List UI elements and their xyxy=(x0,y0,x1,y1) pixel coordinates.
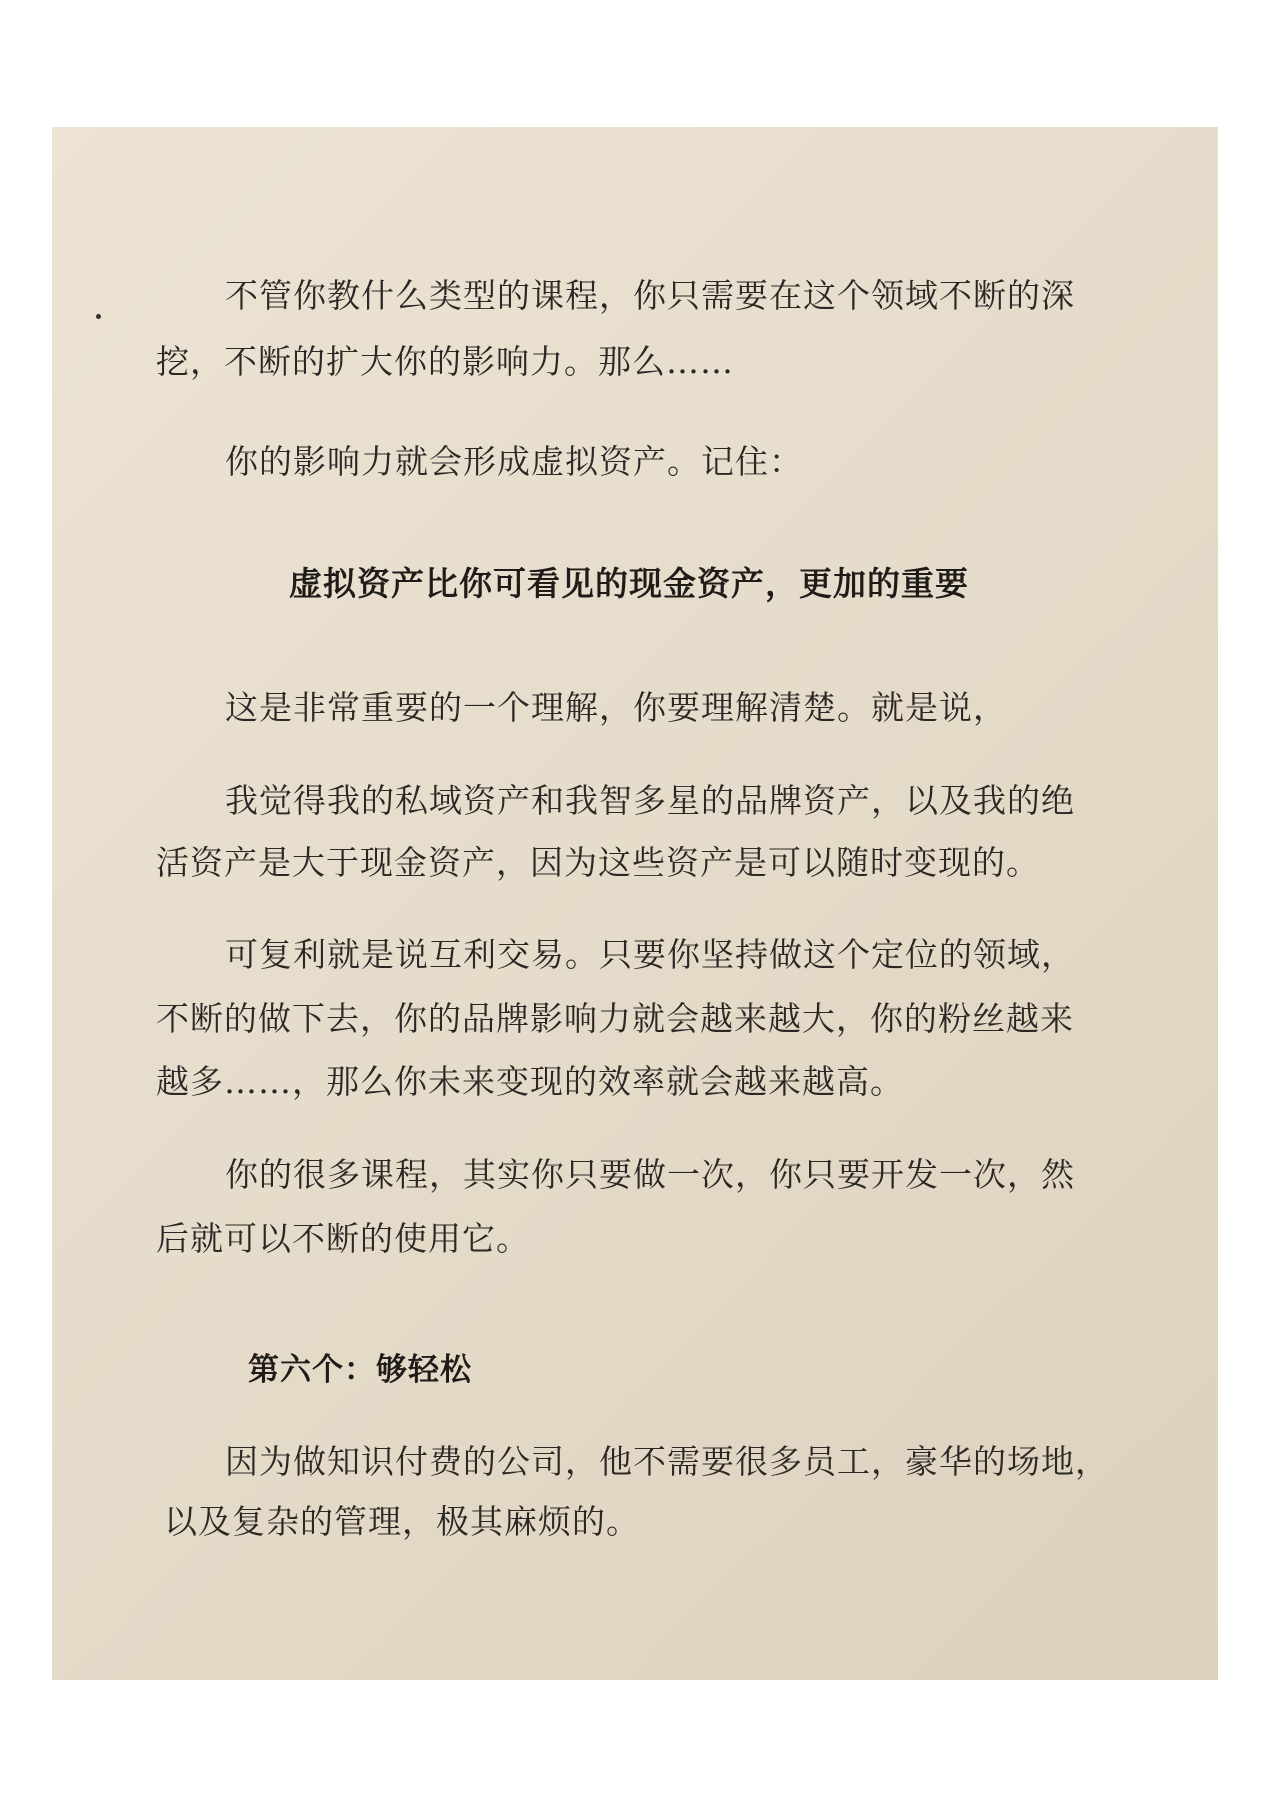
text-line: 不管你教什么类型的课程，你只需要在这个领域不断的深 xyxy=(225,276,1075,315)
heading-line: 第六个：够轻松 xyxy=(248,1352,472,1388)
text-line: 后就可以不断的使用它。 xyxy=(156,1219,530,1258)
text-line: 活资产是大于现金资产，因为这些资产是可以随时变现的。 xyxy=(156,843,1040,882)
text-line: 不断的做下去，你的品牌影响力就会越来越大，你的粉丝越来 xyxy=(156,999,1074,1038)
text-line: 我觉得我的私域资产和我智多星的品牌资产，以及我的绝 xyxy=(225,781,1075,820)
book-page xyxy=(52,127,1218,1680)
text-line: 挖，不断的扩大你的影响力。那么…… xyxy=(156,342,734,381)
text-line: 你的很多课程，其实你只要做一次，你只要开发一次，然 xyxy=(225,1155,1075,1194)
stray-dot xyxy=(96,314,101,319)
text-line: 越多……，那么你未来变现的效率就会越来越高。 xyxy=(156,1062,904,1101)
text-line: 以及复杂的管理，极其麻烦的。 xyxy=(164,1502,640,1541)
text-line: 你的影响力就会形成虚拟资产。记住： xyxy=(225,442,803,481)
text-line: 这是非常重要的一个理解，你要理解清楚。就是说， xyxy=(225,688,1007,727)
text-line: 因为做知识付费的公司，他不需要很多员工，豪华的场地， xyxy=(225,1442,1109,1481)
text-line: 可复利就是说互利交易。只要你坚持做这个定位的领域， xyxy=(225,935,1075,974)
emphasis-line: 虚拟资产比你可看见的现金资产，更加的重要 xyxy=(289,564,969,603)
